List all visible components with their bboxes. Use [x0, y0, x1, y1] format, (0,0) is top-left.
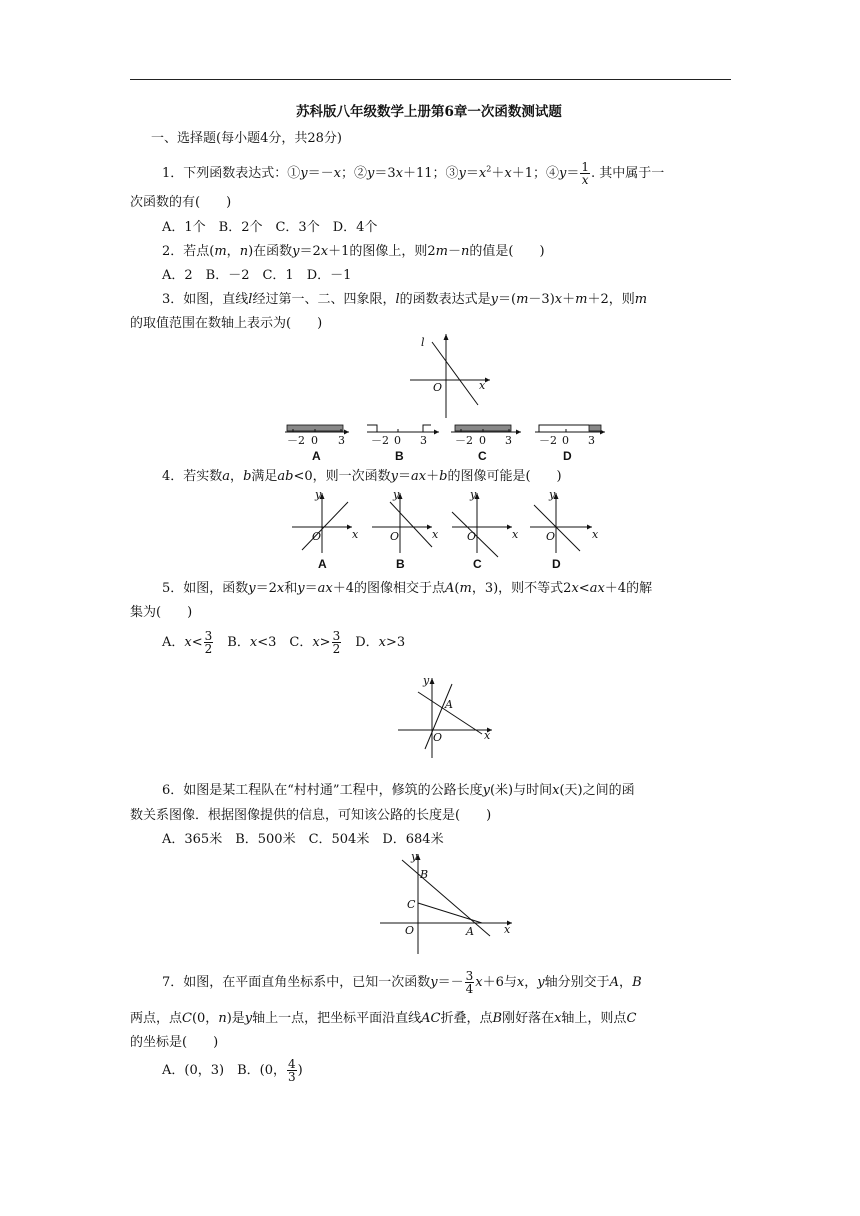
- question-1-options: A．1个 B．2个 C．3个 D．4个: [162, 220, 378, 235]
- q4-graphs: [290, 485, 610, 573]
- question-5-options: A．x< $\frac{3}{2}$ B．x<3 C．x> $\frac{3}{2}$ D．x>3: [162, 629, 406, 656]
- q5-o-label: O: [433, 731, 443, 744]
- tick-a-0: 0: [311, 434, 318, 447]
- question-3-line-1: 3．如图，直线l经过第一、二、四象限，l的函数表达式是y＝(m－3)x＋m＋2，则m: [162, 292, 648, 307]
- question-7-line-3: 的坐标是( ): [130, 1035, 219, 1050]
- q7-frac-3-4: $\frac{3}{4}$: [465, 969, 474, 996]
- q5-a-label: A: [445, 698, 453, 711]
- question-1-line-2: 次函数的有( ): [130, 195, 232, 210]
- tick-a-neg2: －2: [287, 434, 305, 447]
- q6-line-c: [418, 903, 482, 923]
- q7-frac-4-3: $\frac{4}{3}$: [287, 1057, 296, 1084]
- q5-frac-a: $\frac{3}{2}$: [204, 629, 213, 656]
- q4-label-d: D: [552, 557, 561, 571]
- q6-y-label: y: [411, 850, 418, 863]
- tick-d-neg2: －2: [539, 434, 557, 447]
- tick-c-0: 0: [479, 434, 486, 447]
- q6-x-label: x: [504, 923, 511, 936]
- q4-graph-a: [292, 488, 359, 571]
- question-5-line-1: 5．如图，函数y＝2x和y＝ax＋4的图像相交于点A(m，3)，则不等式2x<ax＋4的解: [162, 581, 653, 596]
- tick-b-0: 0: [394, 434, 401, 447]
- number-line-label-c: C: [478, 449, 487, 463]
- q4-c-y-label: y: [470, 488, 477, 501]
- q4-a-y-label: y: [315, 488, 322, 501]
- q4-b-y-label: y: [393, 488, 400, 501]
- q4-label-c: C: [473, 557, 482, 571]
- q6-a-label: A: [466, 925, 474, 938]
- question-6-line-1: 6．如图是某工程队在“村村通”工程中，修筑的公路长度y(米)与时间x(天)之间的函: [162, 783, 635, 798]
- q3-label-o: O: [433, 381, 443, 394]
- tick-b-3: 3: [420, 434, 427, 447]
- q6-o-label: O: [405, 924, 415, 937]
- q3-label-x: x: [479, 379, 486, 392]
- page-title: 苏科版八年级数学上册第6章一次函数测试题: [296, 104, 562, 120]
- q6-graph: [378, 850, 518, 958]
- q4-b-o-label: O: [390, 530, 400, 543]
- q5-x-label: x: [484, 729, 491, 742]
- q4-graph-d: [530, 488, 599, 571]
- q5-y-label: y: [423, 674, 430, 687]
- q3-label-l: l: [421, 336, 425, 349]
- number-line-label-d: D: [563, 449, 572, 463]
- question-7-line-2: 两点，点C(0，n)是y轴上一点，把坐标平面沿直线AC折叠，点B刚好落在x轴上，则点C: [130, 1011, 637, 1026]
- q3-line-l: [432, 342, 478, 405]
- q3-y-arrow: [444, 334, 449, 340]
- question-2-line-1: 2．若点(m，n)在函数y＝2x＋1的图像上，则2m－n的值是( ): [162, 244, 545, 259]
- number-line-b: [367, 425, 439, 463]
- q4-label-b: B: [396, 557, 405, 571]
- fraction-1-over-x: $\frac{1}{x}$: [581, 160, 590, 187]
- q4-graph-c: [452, 488, 519, 571]
- q4-d-x-label: x: [592, 528, 599, 541]
- q4-b-x-label: x: [432, 528, 439, 541]
- question-6-line-2: 数关系图像．根据图像提供的信息，可知该公路的长度是( ): [130, 808, 492, 823]
- q4-label-a: A: [318, 557, 327, 571]
- question-1-line-1: 1．下列函数表达式：①y＝－x；②y＝3x＋11；$③y=x^2+x+1$；④y＝ $\frac{1}{x}$ . 其中属于一: [162, 160, 665, 187]
- number-line-label-b: B: [395, 449, 404, 463]
- question-3-line-2: 的取值范围在数轴上表示为( ): [130, 316, 323, 331]
- q4-d-o-label: O: [546, 530, 556, 543]
- tick-a-3: 3: [338, 434, 345, 447]
- q6-c-label: C: [407, 898, 416, 911]
- number-line-d: [535, 425, 605, 463]
- question-7-line-1: 7．如图，在平面直角坐标系中，已知一次函数y＝－ $\frac{3}{4}$ x＋6与x，y轴分别交于A，B: [162, 969, 642, 996]
- question-7-options: A．(0，3) B．(0， $\frac{4}{3}$ ): [162, 1057, 303, 1084]
- q3-x-arrow: [485, 378, 490, 383]
- tick-b-neg2: －2: [371, 434, 389, 447]
- question-2-options: A．2 B．－2 C．1 D．－1: [162, 268, 352, 283]
- q4-a-x-label: x: [352, 528, 359, 541]
- q4-graph-b: [372, 488, 439, 571]
- q4-a-o-label: O: [312, 530, 322, 543]
- tick-c-neg2: －2: [455, 434, 473, 447]
- tick-c-3: 3: [505, 434, 512, 447]
- q6-b-label: B: [420, 868, 429, 881]
- number-line-label-a: A: [312, 449, 321, 463]
- q4-c-x-label: x: [512, 528, 519, 541]
- q4-d-y-label: y: [549, 488, 556, 501]
- q5-graph: [396, 672, 496, 762]
- question-4-line-1: 4．若实数a，b满足ab<0，则一次函数y＝ax＋b的图像可能是( ): [162, 469, 562, 484]
- q5-frac-c: $\frac{3}{2}$: [332, 629, 341, 656]
- tick-d-3: 3: [588, 434, 595, 447]
- header-rule: [130, 79, 731, 80]
- tick-d-0: 0: [562, 434, 569, 447]
- number-line-a: [285, 425, 349, 463]
- section-heading: 一、选择题(每小题4分，共28分): [151, 131, 342, 146]
- q4-c-o-label: O: [467, 530, 477, 543]
- number-line-c: [451, 425, 521, 463]
- question-6-options: A．365米 B．500米 C．504米 D．684米: [162, 832, 444, 847]
- question-5-line-2: 集为( ): [130, 605, 193, 620]
- q3-number-lines: [283, 420, 613, 464]
- q3-line-graph: [400, 332, 500, 424]
